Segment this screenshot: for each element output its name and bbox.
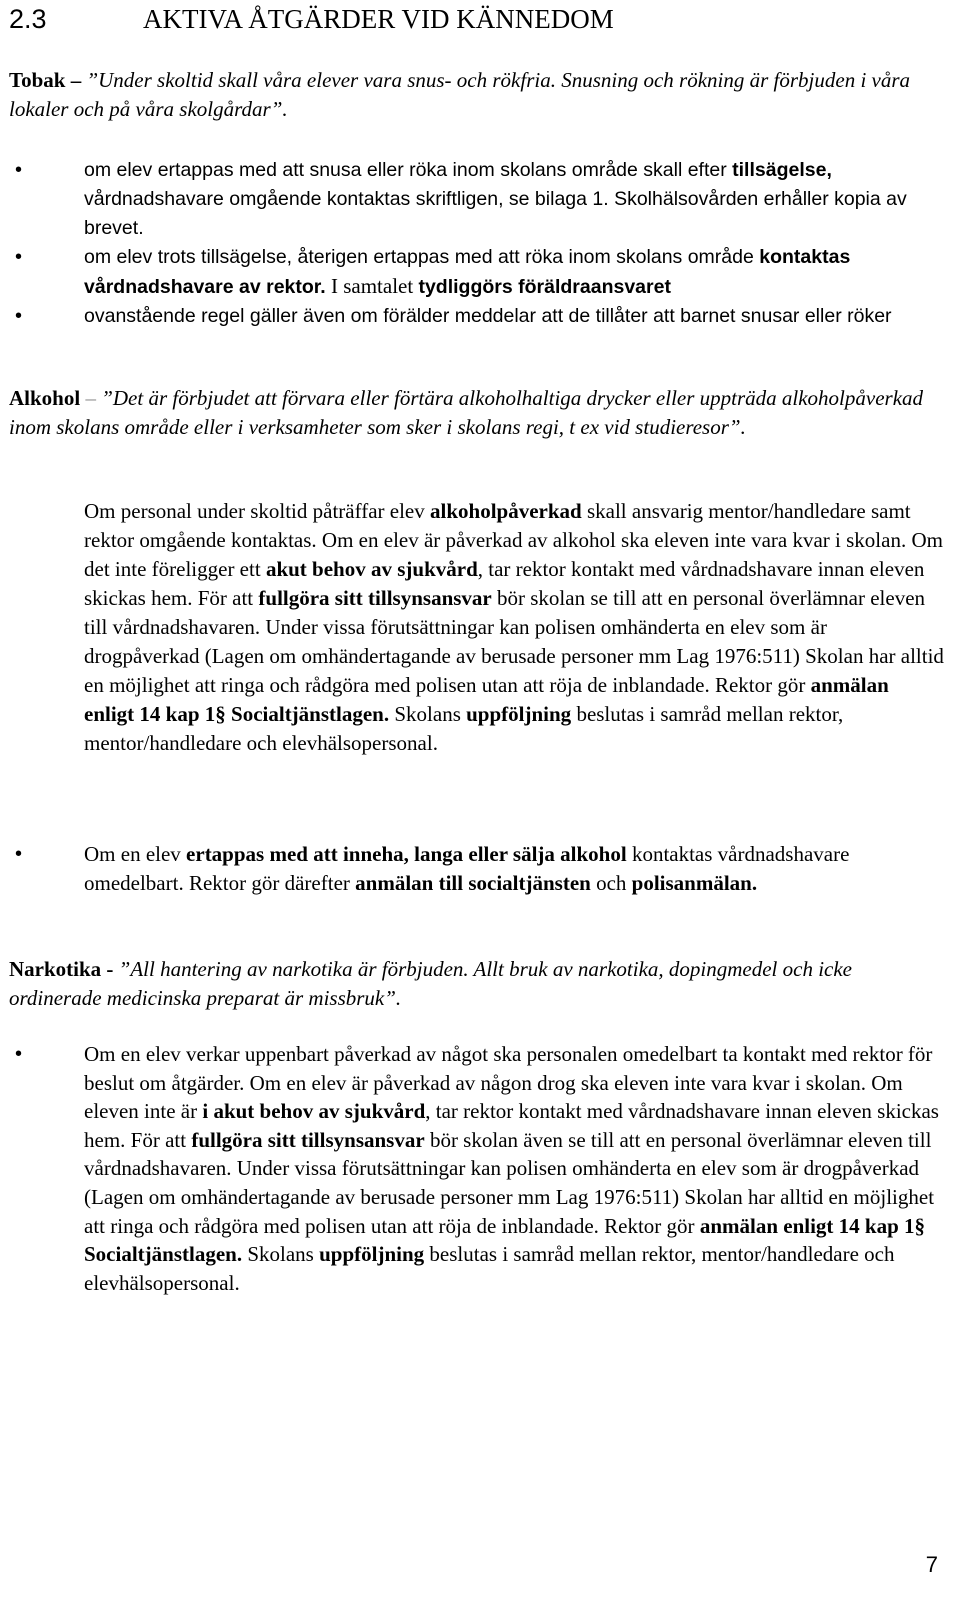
text-bold: anmälan till socialtjänsten [355, 871, 591, 895]
text: skall ansvarig mentor/handledare samt rektor omgående kontaktas. Om en elev är påverkad av alkohol ska eleven inte vara kvar i skolan. Om det inte föreligger ett [84, 499, 943, 581]
text-bold: anmälan enligt 14 kap 1§ Socialtjänstlagen. [84, 673, 889, 726]
narkotika-list [9, 1040, 944, 1297]
narkotika-rule-text: ”All hantering av narkotika är förbjuden. Allt bruk av narkotika, dopingmedel och icke ordinerade medicinska preparat är missbruk”. [9, 957, 852, 1010]
tobak-rule-text: ”Under skoltid skall våra elever vara snus- och rökfria. Snusning och rökning är förbjuden i våra lokaler och på våra skolgårdar”. [9, 68, 911, 121]
text: beslutas i samråd mellan rektor, mentor/handledare och elevhälsopersonal. [84, 1242, 895, 1295]
text: Om en elev verkar uppenbart påverkad av något ska personalen omedelbart ta kontakt med rektor för beslut om åtgärder. Om en elev är påverkad av någon drog ska eleven inte vara kvar i skolan. Om eleven inte är [84, 1042, 933, 1124]
alkohol-list [9, 840, 944, 898]
text: ovanstående regel gäller även om förälder meddelar att de tillåter att barnet snusar eller röker [84, 305, 892, 327]
alkohol-paragraph [84, 497, 944, 758]
narkotika-rule [9, 955, 944, 1013]
text: kontaktas vårdnadshavare omedelbart. Rektor gör därefter [84, 842, 850, 895]
text: Om en elev [84, 842, 187, 866]
dash: – [80, 386, 102, 410]
list-item [9, 840, 944, 898]
section-heading [9, 2, 614, 36]
text-bold: fullgöra sitt tillsynsansvar [191, 1127, 425, 1152]
text: , tar rektor kontakt med vårdnadshavare innan eleven skickas hem. För att [84, 1099, 939, 1152]
text-bold: kontaktas vårdnadshavare av rektor. [84, 246, 851, 298]
section-title: AKTIVA ÅTGÄRDER VID KÄNNEDOM [143, 4, 614, 34]
text: om elev ertappas med att snusa eller röka inom skolans område skall efter [84, 159, 733, 181]
text-bold: fullgöra sitt tillsynsansvar [258, 586, 492, 610]
text: om elev trots tillsägelse, återigen ertappas med att röka inom skolans område [84, 246, 760, 268]
text: bör skolan även se till att en personal överlämnar eleven till vårdnadshavaren. Under vissa förutsättningar kan polisen omhänderta en elev som är drogpåverkad (Lagen om omhändertagande av berusade personer mm Lag 1976:511) Skolan har alltid en möjlighet att ringa och rådgöra med polisen utan att röja de inblandade. Rektor gör [84, 1127, 935, 1238]
list-item [9, 302, 939, 331]
text-bold: polisanmälan. [631, 871, 758, 895]
text-bold: alkoholpåverkad [430, 499, 582, 523]
tobak-list [9, 156, 939, 331]
narkotika-label: Narkotika - [9, 957, 119, 981]
alkohol-rule [9, 384, 944, 442]
page-number: 7 [925, 1552, 938, 1577]
alkohol-rule-text: ”Det är förbjudet att förvara eller förtära alkoholhaltiga drycker eller uppträda alkoholpåverkad inom skolans område eller i verksamheter som sker i skolans regi, t ex vid studieresor”. [9, 386, 924, 439]
text-bold: uppföljning [319, 1242, 425, 1267]
text-bold: anmälan enligt 14 kap 1§ Socialtjänstlagen. [84, 1213, 926, 1267]
text-bold: akut behov av sjukvård [265, 557, 478, 581]
text-bold: tydliggörs föräldraansvaret [418, 276, 671, 298]
list-item [9, 243, 939, 302]
text: och [590, 871, 632, 895]
text-bold: i akut behov av sjukvård [202, 1099, 426, 1124]
text-bold: uppföljning [466, 702, 572, 726]
text: , tar rektor kontakt med vårdnadshavare innan eleven skickas hem. För att [84, 557, 925, 610]
section-number: 2.3 [9, 4, 47, 34]
text: I samtalet [325, 274, 419, 298]
text: Skolans [389, 702, 467, 726]
alkohol-label: Alkohol [9, 386, 81, 410]
text-bold: tillsägelse, [732, 159, 832, 181]
tobak-rule [9, 66, 944, 124]
text-bold: ertappas med att inneha, langa eller sälja alkohol [186, 842, 627, 866]
text: vårdnadshavare omgående kontaktas skriftligen, se bilaga 1. Skolhälsovården erhåller kopia av brevet. [84, 188, 907, 239]
list-item [9, 1040, 944, 1297]
list-item [9, 156, 939, 243]
text: Skolans [242, 1242, 320, 1267]
text: Om personal under skoltid påträffar elev [84, 499, 430, 523]
text: bör skolan se till att en personal överlämnar eleven till vårdnadshavaren. Under vissa förutsättningar kan polisen omhänderta en elev som är drogpåverkad (Lagen om omhändertagande av berusade personer mm Lag 1976:511) Skolan har alltid en möjlighet att ringa och rådgöra med polisen utan att röja de inblandade. Rektor gör [84, 586, 944, 697]
tobak-label: Tobak – [9, 68, 87, 92]
text: beslutas i samråd mellan rektor, mentor/handledare och elevhälsopersonal. [84, 702, 844, 755]
